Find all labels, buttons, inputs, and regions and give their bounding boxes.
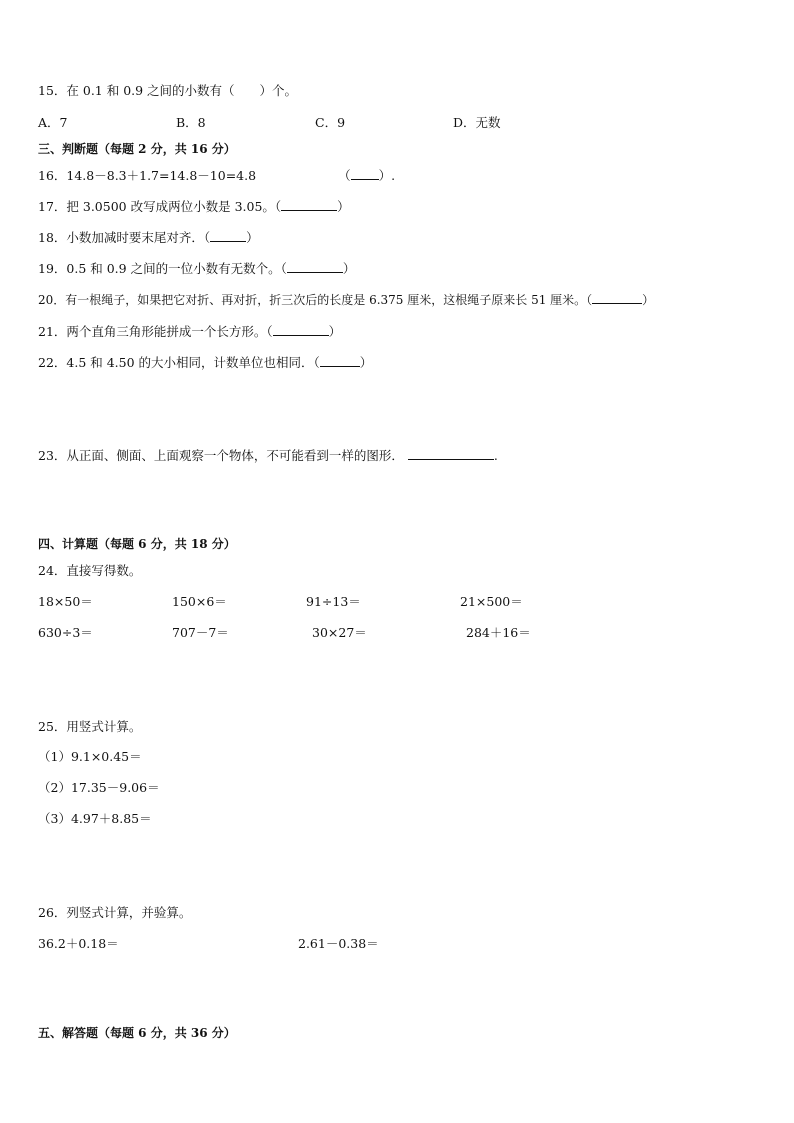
calc-item: 284＋16＝ (466, 625, 531, 640)
question-22-text: 22．4.5 和 4.50 的大小相同，计数单位也相同．（ (38, 355, 320, 370)
option-a: A．7 (38, 115, 68, 130)
question-20-close: ） (642, 293, 655, 307)
question-25: 25．用竖式计算。 (38, 719, 142, 734)
calc-item: 36.2＋0.18＝ (38, 936, 119, 951)
question-17-text: 17．把 3.0500 改写成两位小数是 3.05。（ (38, 199, 282, 214)
option-d: D．无数 (453, 115, 501, 130)
section-3-title: 三、判断题（每题 2 分，共 16 分） (38, 142, 236, 156)
calc-item: 30×27＝ (312, 625, 367, 640)
calc-item: 21×500＝ (460, 594, 523, 609)
question-18-text: 18．小数加减时要末尾对齐．（ (38, 230, 211, 245)
question-16-open: （ (338, 168, 351, 183)
question-15: 15．在 0.1 和 0.9 之间的小数有（ ）个。 (38, 83, 298, 98)
question-19-close: ） (342, 261, 356, 276)
question-19 (38, 259, 355, 278)
question-17-close: ） (337, 199, 350, 214)
question-23-end: . (493, 448, 498, 463)
question-20 (38, 290, 654, 309)
answer-blank[interactable] (592, 290, 642, 304)
question-24: 24．直接写得数。 (38, 563, 142, 578)
answer-blank[interactable] (320, 353, 360, 367)
question-20-text: 20．有一根绳子，如果把它对折、再对折，折三次后的长度是 6.375 厘米，这根绳子原来长 51 厘米。（ (38, 293, 593, 307)
question-21 (38, 322, 341, 341)
answer-blank[interactable] (287, 259, 343, 273)
calc-item: 2.61－0.38＝ (298, 936, 379, 951)
option-c: C．9 (315, 115, 346, 130)
question-16 (38, 166, 395, 185)
calc-item: 18×50＝ (38, 594, 93, 609)
calc-item: 91÷13＝ (306, 594, 361, 609)
question-18-close: ） (246, 230, 259, 245)
option-b: B．8 (176, 115, 206, 130)
question-22 (38, 353, 372, 372)
question-21-close: ） (328, 324, 342, 339)
question-23-text: 23．从正面、侧面、上面观察一个物体，不可能看到一样的图形． (38, 448, 404, 463)
question-17 (38, 197, 350, 216)
answer-blank[interactable] (408, 446, 494, 460)
answer-blank[interactable] (210, 228, 246, 242)
question-23 (38, 446, 498, 465)
calc-item: 630÷3＝ (38, 625, 93, 640)
section-4-title: 四、计算题（每题 6 分，共 18 分） (38, 537, 236, 551)
question-16-text: 16．14.8－8.3＋1.7=14.8－10=4.8 (38, 168, 257, 183)
question-26: 26．列竖式计算，并验算。 (38, 905, 192, 920)
calc-item: （3）4.97＋8.85＝ (38, 811, 152, 826)
calc-item: 150×6＝ (172, 594, 227, 609)
question-22-close: ） (359, 355, 373, 370)
calc-item: （1）9.1×0.45＝ (38, 749, 142, 764)
answer-blank[interactable] (273, 322, 329, 336)
calc-item: 707－7＝ (172, 625, 229, 640)
calc-item: （2）17.35－9.06＝ (38, 780, 160, 795)
question-16-close: ）. (378, 168, 396, 183)
answer-blank[interactable] (351, 166, 379, 180)
question-21-text: 21．两个直角三角形能拼成一个长方形。（ (38, 324, 273, 339)
question-18 (38, 228, 259, 247)
question-19-text: 19．0.5 和 0.9 之间的一位小数有无数个。（ (38, 261, 287, 276)
answer-blank[interactable] (281, 197, 337, 211)
section-5-title: 五、解答题（每题 6 分，共 36 分） (38, 1026, 236, 1040)
